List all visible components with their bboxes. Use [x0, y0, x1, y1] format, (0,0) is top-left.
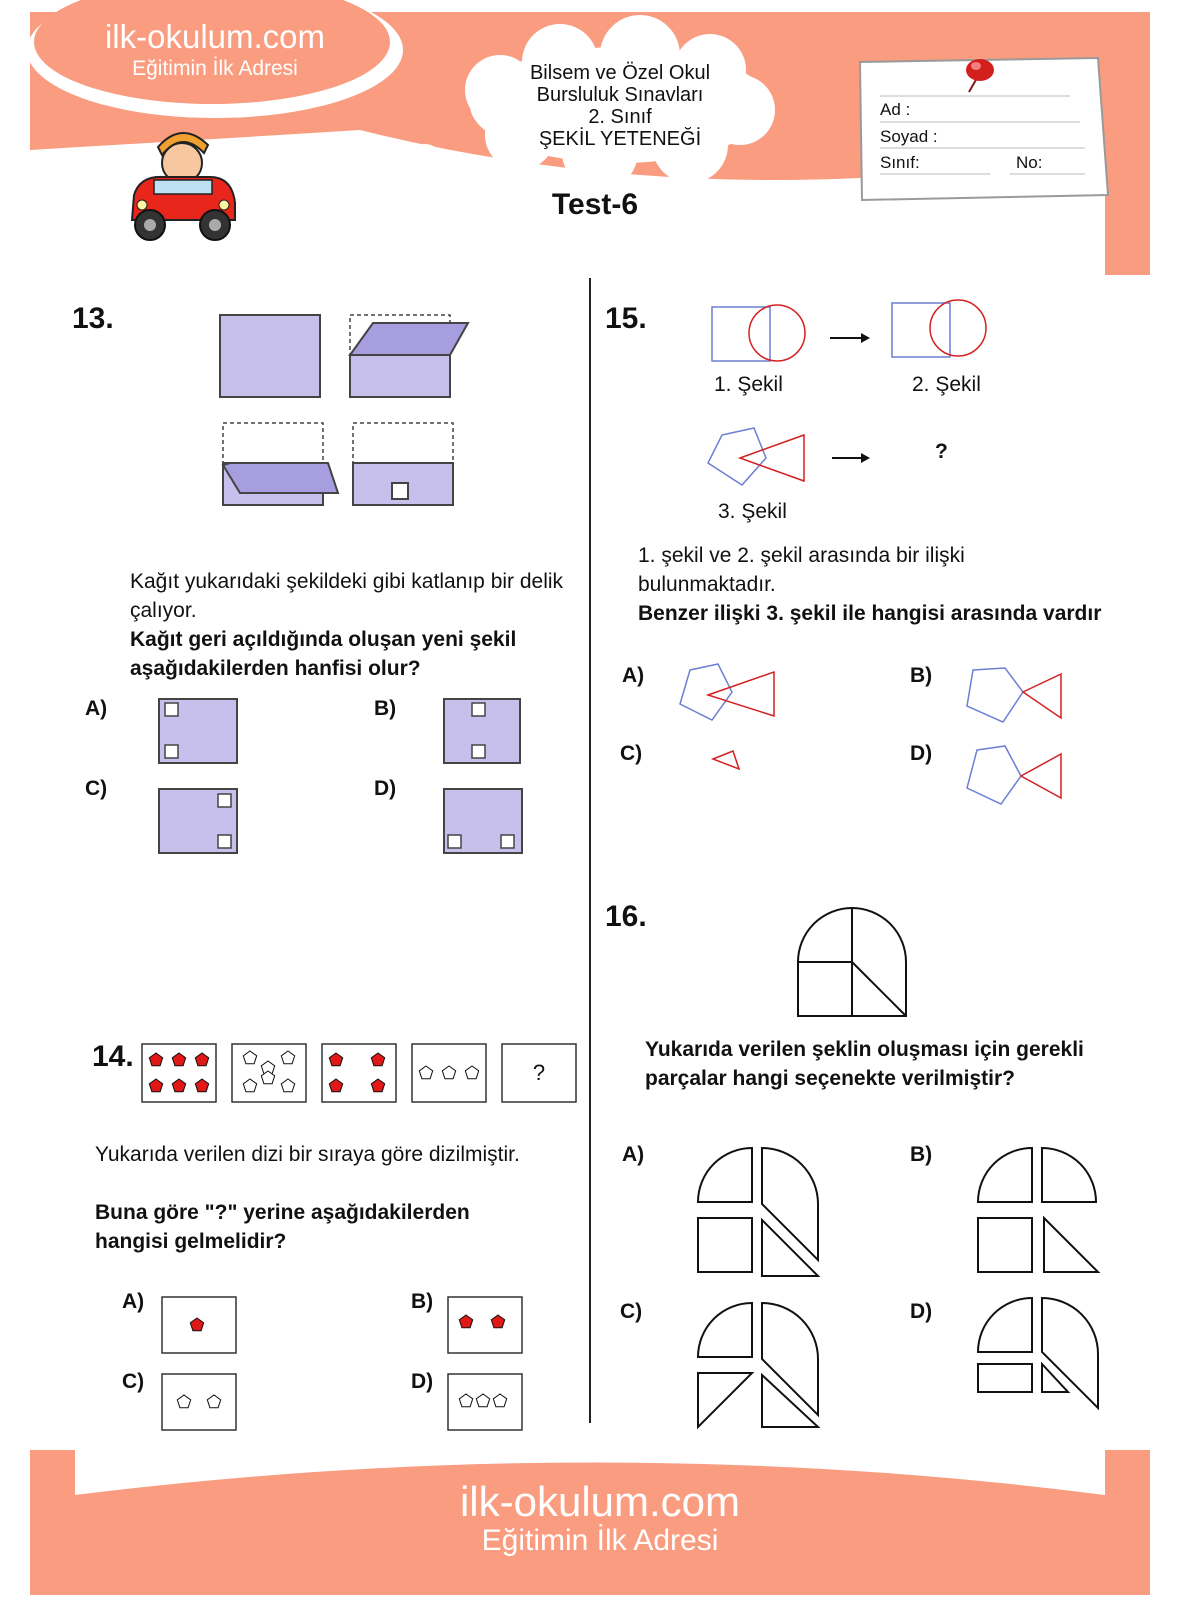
form-no-label: No: — [1016, 153, 1043, 172]
pushpin-icon — [955, 50, 1005, 95]
q14-option-a-figure[interactable] — [160, 1295, 240, 1357]
q13-option-d-figure[interactable] — [440, 785, 530, 860]
q15-option-a-figure[interactable] — [670, 658, 785, 733]
q15-option-b-label[interactable]: B) — [910, 664, 933, 687]
logo-slogan: Eğitimin İlk Adresi — [132, 57, 298, 80]
q14-option-d-label[interactable]: D) — [411, 1370, 434, 1393]
q14-option-a-label[interactable]: A) — [122, 1290, 145, 1313]
footer-slogan: Eğitimin İlk Adresi — [481, 1524, 719, 1557]
q14-option-b-label[interactable]: B) — [411, 1290, 434, 1313]
q14-option-c-figure[interactable] — [160, 1372, 240, 1434]
q16-option-b-label[interactable]: B) — [910, 1143, 933, 1166]
q16-option-a-figure[interactable] — [690, 1140, 830, 1285]
form-ad-label: Ad : — [880, 100, 911, 119]
q15-option-c-label[interactable]: C) — [620, 742, 643, 765]
q13-option-a-label[interactable]: A) — [85, 697, 108, 720]
q16-option-b-figure[interactable] — [970, 1140, 1110, 1285]
q13-option-a-figure[interactable] — [155, 695, 245, 770]
q16-option-d-label[interactable]: D) — [910, 1300, 933, 1323]
q15-option-b-figure[interactable] — [955, 658, 1070, 733]
footer-site: ilk-okulum.com — [459, 1478, 741, 1525]
q16-question: Yukarıda verilen şeklin oluşması için gerekli parçalar hangi seçenekte verilmiştir? — [645, 1038, 1084, 1090]
q14-text: Yukarıda verilen dizi bir sıraya göre dizilmiştir. — [95, 1143, 520, 1166]
q13-text: Kağıt yukarıdaki şekildeki gibi katlanıp bir delik çalıyor. — [130, 570, 564, 622]
exam-line-1: Bilsem ve Özel Okul — [529, 62, 711, 84]
q16-option-c-figure[interactable] — [690, 1295, 830, 1435]
q13-option-c-label[interactable]: C) — [85, 777, 108, 800]
q15-label-3: 3. Şekil — [718, 500, 787, 523]
q15-question: Benzer ilişki 3. şekil ile hangisi arasında vardır — [638, 602, 1102, 625]
column-divider — [589, 278, 591, 1423]
logo-site: ilk-okulum.com — [104, 18, 326, 55]
car-cartoon-icon — [120, 125, 245, 250]
q16-option-a-label[interactable]: A) — [622, 1143, 645, 1166]
q15-option-d-label[interactable]: D) — [910, 742, 933, 765]
q15-text: 1. şekil ve 2. şekil arasında bir ilişki bulunmaktadır. — [638, 544, 965, 596]
q15-option-a-label[interactable]: A) — [622, 664, 645, 687]
exam-line-4: ŞEKİL YETENEĞİ — [538, 128, 702, 150]
q16-option-d-figure[interactable] — [970, 1290, 1110, 1415]
q14-option-c-label[interactable]: C) — [122, 1370, 145, 1393]
q13-option-c-figure[interactable] — [155, 785, 245, 860]
q13-option-b-figure[interactable] — [440, 695, 530, 770]
exam-line-3: 2. Sınıf — [588, 106, 652, 128]
q14-sequence-unknown: ? — [532, 1060, 546, 1085]
q14-question: Buna göre "?" yerine aşağıdakilerden hangisi gelmelidir? — [95, 1201, 470, 1253]
q15-option-c-figure[interactable] — [705, 745, 750, 775]
form-soyad-label: Soyad : — [880, 127, 938, 146]
exam-info — [480, 62, 760, 150]
q13-question: Kağıt geri açıldığında oluşan yeni şekil aşağıdakilerden hanfisi olur? — [130, 628, 517, 680]
q13-option-b-label[interactable]: B) — [374, 697, 397, 720]
q16-target-figure — [790, 900, 920, 1025]
q13-number: 13. — [72, 302, 114, 335]
q14-option-b-figure[interactable] — [446, 1295, 526, 1357]
q15-number: 15. — [605, 302, 647, 335]
q13-option-d-label[interactable]: D) — [374, 777, 397, 800]
test-title: Test-6 — [551, 188, 639, 221]
exam-line-2: Bursluluk Sınavları — [536, 84, 704, 106]
q13-folding-diagram — [210, 305, 500, 515]
q15-unknown: ? — [935, 440, 948, 463]
q16-number: 16. — [605, 900, 647, 933]
q15-option-d-figure[interactable] — [955, 738, 1070, 813]
q14-option-d-figure[interactable] — [446, 1372, 526, 1434]
q16-option-c-label[interactable]: C) — [620, 1300, 643, 1323]
q15-label-1: 1. Şekil — [714, 373, 783, 396]
q14-number: 14. — [92, 1040, 134, 1073]
q15-label-2: 2. Şekil — [912, 373, 981, 396]
q15-relation-diagram — [700, 295, 1010, 505]
form-sinif-label: Sınıf: — [880, 153, 920, 172]
